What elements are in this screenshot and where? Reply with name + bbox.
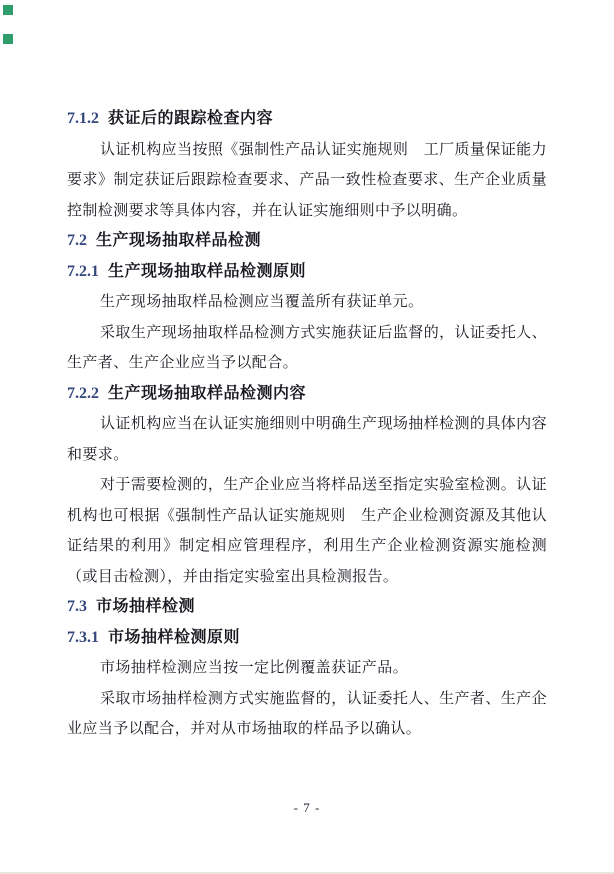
paragraph: 采取生产现场抽取样品检测方式实施获证后监督的，认证委托人、生产者、生产企业应当予以配合。 <box>67 324 547 371</box>
paragraph: 对于需要检测的，生产企业应当将样品送至指定实验室检测。认证机构也可根据《强制性产品认证实施规则 生产企业检测资源及其他认证结果的利用》制定相应管理程序，利用生产企业检测资源实施检测（或目击检测），并由指定实验室出具检测报告。 <box>67 477 547 585</box>
section-title: 生产现场抽取样品检测原则 <box>108 262 307 280</box>
section-heading-7-1-2 <box>67 104 547 135</box>
section-number: 7.3 <box>67 598 87 615</box>
green-square-marker-icon <box>3 34 13 44</box>
paragraph: 生产现场抽取样品检测应当覆盖所有获证单元。 <box>100 294 424 310</box>
paragraph: 采取市场抽样检测方式实施监督的，认证委托人、生产者、生产企业应当予以配合，并对从市场抽取的样品予以确认。 <box>67 690 547 737</box>
paragraph: 认证机构应当在认证实施细则中明确生产现场抽样检测的具体内容和要求。 <box>67 416 547 463</box>
section-title: 市场抽样检测 <box>96 598 196 615</box>
section-title: 生产现场抽取样品检测内容 <box>108 384 307 402</box>
section-number: 7.2 <box>67 232 87 249</box>
document-content <box>67 104 547 745</box>
section-heading-7-2-1 <box>67 257 547 288</box>
section-heading-7-3 <box>67 592 547 623</box>
paragraph: 认证机构应当按照《强制性产品认证实施规则 工厂质量保证能力要求》制定获证后跟踪检查要求、产品一致性检查要求、生产企业质量控制检测要求等具体内容，并在认证实施细则中予以明确。 <box>67 141 547 219</box>
paragraph: 市场抽样检测应当按一定比例覆盖获证产品。 <box>100 660 409 676</box>
section-heading-7-2-2 <box>67 379 547 410</box>
section-title: 获证后的跟踪检查内容 <box>108 110 274 127</box>
section-heading-7-3-1 <box>67 623 547 654</box>
section-title: 生产现场抽取样品检测 <box>96 232 262 249</box>
section-title: 市场抽样检测原则 <box>108 628 241 646</box>
section-heading-7-2 <box>67 226 547 257</box>
section-number: 7.2.2 <box>67 384 99 402</box>
section-number: 7.2.1 <box>67 262 99 280</box>
green-square-marker-icon <box>3 5 13 15</box>
section-number: 7.1.2 <box>67 110 99 127</box>
page-number: - 7 - <box>293 800 321 815</box>
section-number: 7.3.1 <box>67 628 99 646</box>
